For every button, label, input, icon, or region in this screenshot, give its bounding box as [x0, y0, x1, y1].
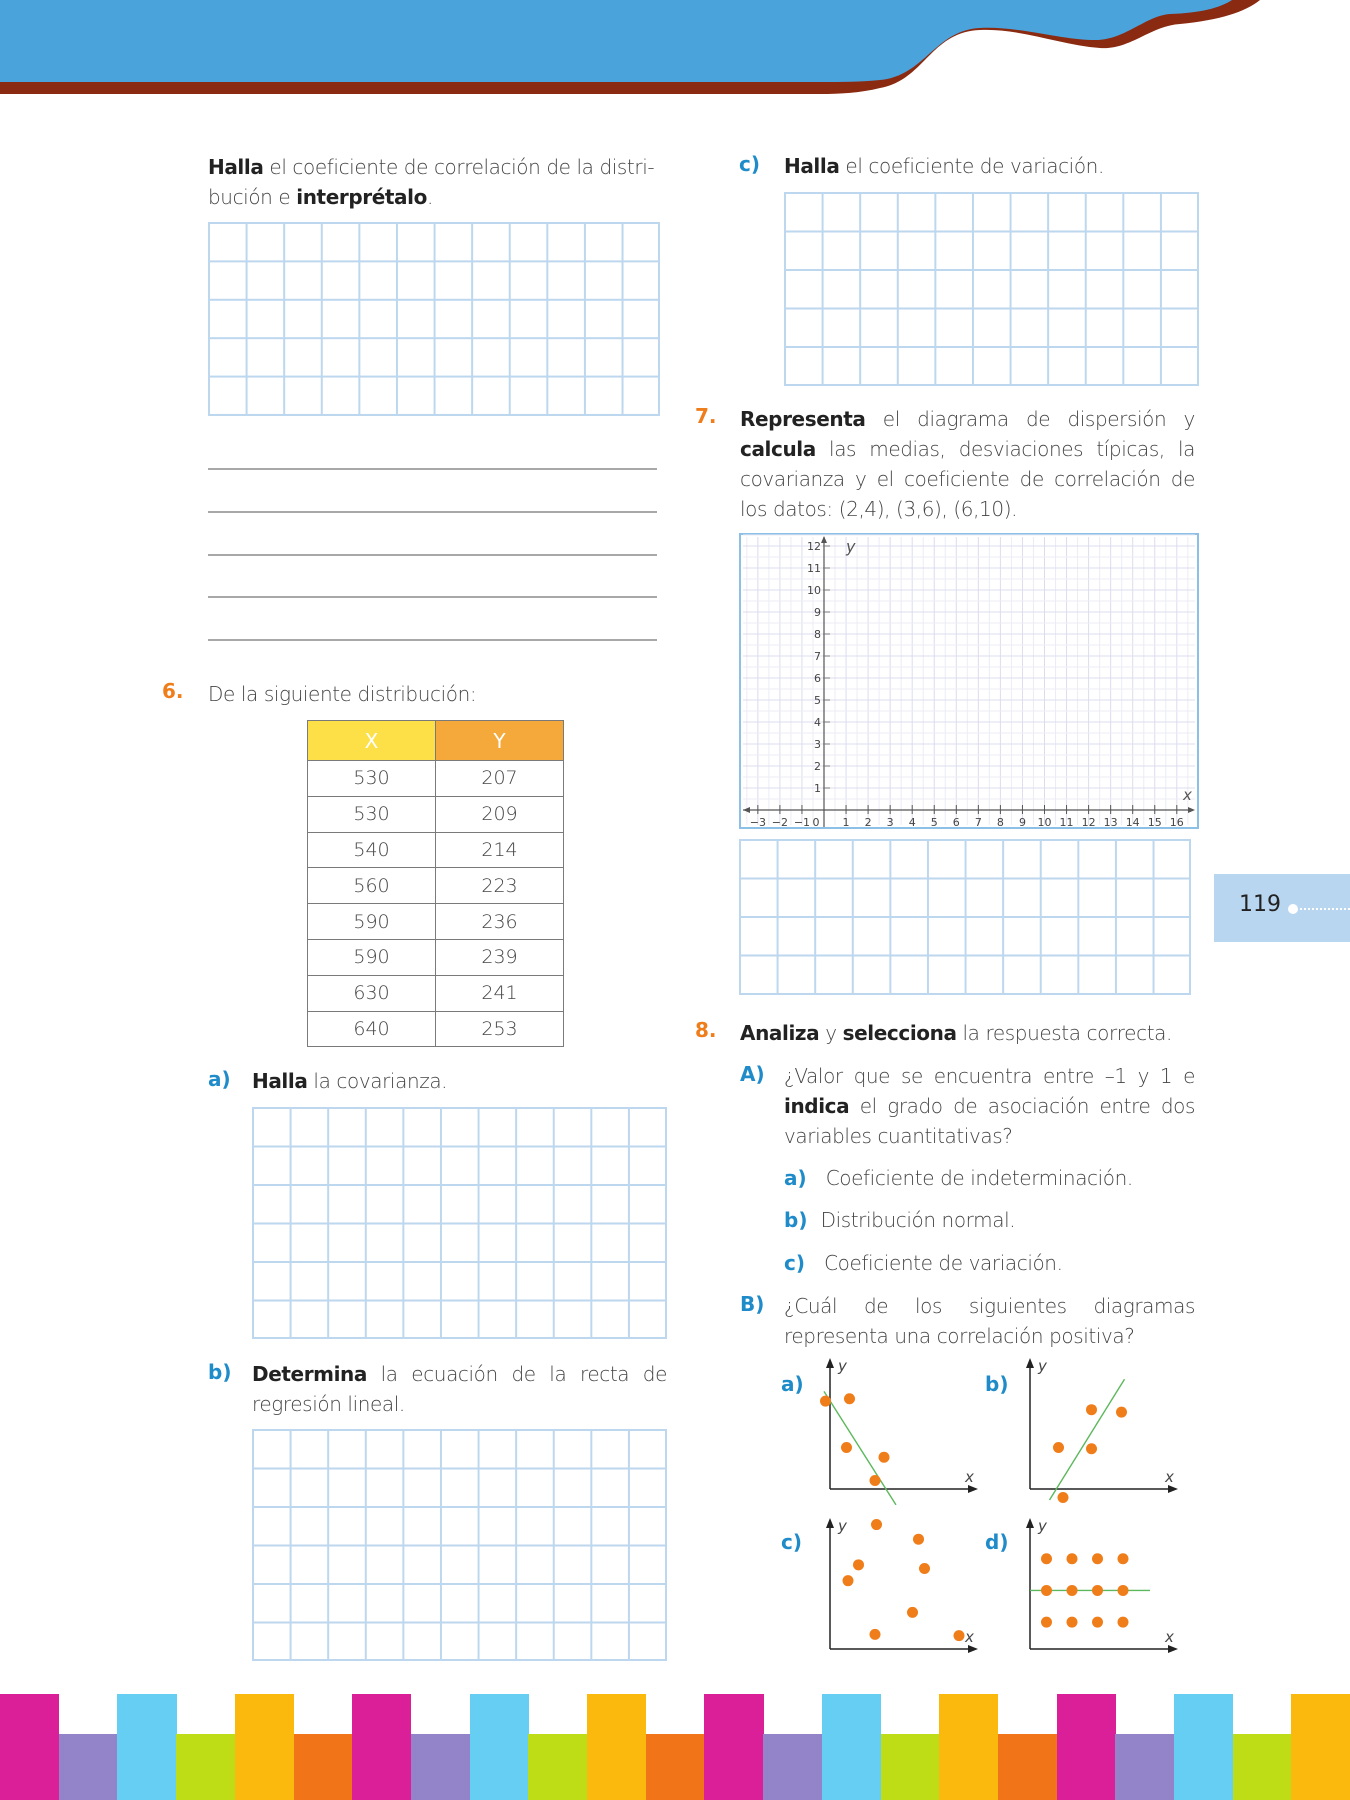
exercise-7-text-2: las medias, desviaciones típicas, la covarianza y el coeficiente de correlación de los datos: (2,4), (3,6), (6,10).: [740, 437, 1195, 521]
data-point: [871, 1519, 882, 1530]
option-A-a[interactable]: [784, 1163, 1133, 1193]
x-tick-label: 4: [908, 816, 916, 829]
x-tick-label: 10: [1037, 816, 1052, 829]
diagram-a[interactable]: [800, 1355, 990, 1505]
x-tick-label: 9: [1018, 816, 1026, 829]
x-tick-label: 1: [842, 816, 850, 829]
footer-stripe: [822, 1694, 881, 1800]
x-axis-arrow-icon: [968, 1485, 978, 1493]
question-B-text: ¿Cuál de los siguientes diagramas representa una correlación positiva?: [784, 1294, 1195, 1348]
y-tick-label: 10: [807, 584, 821, 597]
x-tick-label: 11: [1059, 816, 1074, 829]
page-number-tab: [1214, 874, 1350, 942]
x-tick-label: 14: [1125, 816, 1140, 829]
data-point: [1118, 1617, 1129, 1628]
data-point: [1067, 1617, 1078, 1628]
footer-stripe: [0, 1694, 59, 1800]
table-header-row: [308, 721, 564, 761]
trend-line: [1050, 1379, 1125, 1500]
cell-x: 530: [308, 761, 436, 797]
scatter-plot-canvas[interactable]: [739, 533, 1199, 829]
page-number: 119: [1239, 892, 1281, 917]
part-a-label: a): [208, 1067, 231, 1091]
footer-stripe: [587, 1694, 646, 1800]
exercise-8-verb-1: Analiza: [740, 1021, 820, 1045]
y-axis-label: y: [1038, 1517, 1047, 1535]
answer-grid-regression[interactable]: [252, 1429, 667, 1661]
table-row: [308, 868, 564, 904]
y-tick-label: 9: [814, 606, 821, 619]
cell-x: 560: [308, 868, 436, 904]
table-row: [308, 904, 564, 940]
x-axis-label: x: [1183, 786, 1192, 804]
cell-y: 239: [436, 939, 564, 975]
cell-y: 209: [436, 796, 564, 832]
column-header-x: X: [308, 721, 436, 761]
data-point: [1092, 1585, 1103, 1596]
exercise-7-text-1: el diagrama de dispersión y: [865, 407, 1195, 431]
footer-stripe: [1233, 1734, 1292, 1800]
exercise-6-prompt: De la siguiente distribución:: [208, 682, 477, 706]
page-marker-dotted-line: [1300, 908, 1350, 910]
data-point: [913, 1534, 924, 1545]
table-row: [308, 796, 564, 832]
option-text: Coeficiente de variación.: [824, 1251, 1063, 1275]
cell-y: 253: [436, 1011, 564, 1047]
cell-y: 223: [436, 868, 564, 904]
data-point: [919, 1563, 930, 1574]
cell-y: 214: [436, 832, 564, 868]
data-point: [820, 1396, 831, 1407]
part-a-verb: Halla: [252, 1069, 308, 1093]
exercise-8-text-2: la respuesta correcta.: [956, 1021, 1172, 1045]
exercise-8-prompt: [740, 1018, 1172, 1048]
answer-line[interactable]: [208, 596, 657, 598]
header-wave-fill: [0, 0, 1232, 82]
diagram-b-label[interactable]: b): [985, 1372, 1009, 1396]
x-tick-label: 5: [930, 816, 938, 829]
part-b-prompt: [252, 1359, 667, 1419]
footer-stripe: [470, 1694, 529, 1800]
intro-bold-verb-2: interprétalo: [296, 185, 427, 209]
exercise-6-number: 6.: [162, 679, 184, 703]
intro-bold-verb: Halla: [208, 155, 264, 179]
part-c-label: c): [739, 152, 760, 176]
answer-grid-covariance[interactable]: [252, 1107, 667, 1339]
data-point: [870, 1629, 881, 1640]
data-point: [1092, 1553, 1103, 1564]
cell-y: 207: [436, 761, 564, 797]
y-tick-label: 8: [814, 628, 821, 641]
y-tick-label: 6: [814, 672, 821, 685]
y-tick-label: 7: [814, 650, 821, 663]
part-b-label: b): [208, 1360, 232, 1384]
cell-y: 236: [436, 904, 564, 940]
x-tick-label: 8: [996, 816, 1004, 829]
footer-stripe: [998, 1734, 1057, 1800]
table-row: [308, 832, 564, 868]
y-tick-label: 4: [814, 716, 821, 729]
data-point: [1067, 1553, 1078, 1564]
question-A-text-2: el grado de asociación entre dos variables cuantitativas?: [784, 1094, 1195, 1148]
data-point: [870, 1475, 881, 1486]
part-c-verb: Halla: [784, 154, 840, 178]
header-banner: [0, 0, 1350, 100]
footer-stripe: [411, 1734, 470, 1800]
intro-text: el coeficiente de correlación de la distri-: [263, 155, 655, 179]
answer-line[interactable]: [208, 554, 657, 556]
plot-frame: [740, 534, 1198, 828]
x-tick-label: 7: [974, 816, 982, 829]
question-A-text-1: ¿Valor que se encuentra entre –1 y 1 e: [784, 1064, 1195, 1088]
intro-prompt: [208, 152, 666, 212]
y-axis-arrow-icon: [826, 1518, 834, 1528]
y-axis-label: y: [846, 537, 856, 556]
exercise-8-verb-2: selecciona: [842, 1021, 957, 1045]
x-axis-label: x: [965, 1628, 974, 1646]
cell-y: 241: [436, 975, 564, 1011]
x-tick-label: 16: [1169, 816, 1184, 829]
trend-line: [824, 1391, 896, 1504]
question-A-label: A): [740, 1062, 765, 1086]
x-tick-label: −1: [793, 816, 811, 829]
option-label: c): [784, 1251, 805, 1275]
data-point: [879, 1452, 890, 1463]
footer-stripe: [763, 1734, 822, 1800]
x-tick-label: 0: [812, 816, 820, 829]
data-point: [1092, 1617, 1103, 1628]
x-axis-arrow-icon: [1168, 1645, 1178, 1653]
table-row: [308, 1011, 564, 1047]
part-a-prompt: [252, 1066, 447, 1096]
data-point: [1086, 1443, 1097, 1454]
answer-grid-variation[interactable]: [784, 192, 1199, 386]
cell-x: 540: [308, 832, 436, 868]
data-point: [853, 1559, 864, 1570]
option-label: b): [784, 1208, 808, 1232]
option-text: Coeficiente de indeterminación.: [825, 1166, 1133, 1190]
x-tick-label: 6: [952, 816, 960, 829]
footer-stripes: [0, 1694, 1350, 1800]
footer-stripe: [235, 1694, 294, 1800]
x-tick-label: 3: [886, 816, 894, 829]
diagram-d-label[interactable]: d): [985, 1530, 1009, 1554]
answer-grid-statistics[interactable]: [739, 839, 1191, 995]
y-axis-arrow-icon: [1026, 1358, 1034, 1368]
answer-line[interactable]: [208, 511, 657, 513]
data-point: [1116, 1407, 1127, 1418]
y-tick-label: 3: [814, 738, 821, 751]
y-axis-label: y: [1038, 1357, 1047, 1375]
part-a-text: la covarianza.: [307, 1069, 448, 1093]
cell-x: 590: [308, 904, 436, 940]
footer-stripe: [939, 1694, 998, 1800]
exercise-7-prompt: [740, 404, 1195, 524]
footer-stripe: [1174, 1694, 1233, 1800]
footer-stripe: [1291, 1694, 1350, 1800]
distribution-table: [307, 720, 564, 1047]
answer-grid-correlation[interactable]: [208, 222, 660, 416]
part-b-verb: Determina: [252, 1362, 367, 1386]
data-point: [843, 1575, 854, 1586]
cell-x: 590: [308, 939, 436, 975]
data-point: [907, 1607, 918, 1618]
question-A-verb: indica: [784, 1094, 850, 1118]
footer-stripe: [528, 1734, 587, 1800]
x-tick-label: 12: [1081, 816, 1096, 829]
data-point: [1041, 1617, 1052, 1628]
x-axis-label: x: [1165, 1468, 1174, 1486]
data-point: [1053, 1442, 1064, 1453]
footer-stripe: [59, 1734, 118, 1800]
option-label: a): [784, 1166, 807, 1190]
footer-stripe: [646, 1734, 705, 1800]
table-row: [308, 761, 564, 797]
y-tick-label: 1: [814, 782, 821, 795]
data-point: [1118, 1585, 1129, 1596]
y-tick-label: 5: [814, 694, 821, 707]
y-axis-arrow-icon: [1026, 1518, 1034, 1528]
x-tick-label: 13: [1103, 816, 1118, 829]
part-c-prompt: [784, 151, 1104, 181]
x-tick-label: 2: [864, 816, 872, 829]
x-tick-label: −3: [749, 816, 766, 829]
footer-stripe: [881, 1734, 940, 1800]
data-point: [844, 1393, 855, 1404]
option-text: Distribución normal.: [820, 1208, 1016, 1232]
cell-x: 640: [308, 1011, 436, 1047]
x-tick-label: 15: [1147, 816, 1162, 829]
option-A-b[interactable]: [784, 1205, 1015, 1235]
diagram-c[interactable]: [800, 1515, 990, 1665]
part-c-text: el coeficiente de variación.: [839, 154, 1104, 178]
diagram-a-label[interactable]: a): [781, 1372, 804, 1396]
footer-stripe: [704, 1694, 763, 1800]
table-row: [308, 975, 564, 1011]
table-row: [308, 939, 564, 975]
y-axis-label: y: [838, 1357, 847, 1375]
footer-stripe: [352, 1694, 411, 1800]
data-point: [1067, 1585, 1078, 1596]
x-axis-label: x: [965, 1468, 974, 1486]
footer-stripe: [117, 1694, 176, 1800]
exercise-7-verb-2: calcula: [740, 437, 816, 461]
footer-stripe: [294, 1734, 353, 1800]
y-tick-label: 12: [807, 540, 821, 553]
data-point: [1086, 1404, 1097, 1415]
page-marker-dot: [1288, 904, 1298, 914]
answer-line[interactable]: [208, 639, 657, 641]
part-b-text: la ecuación de la recta de regresión lineal.: [252, 1362, 667, 1416]
question-B-label: B): [740, 1292, 765, 1316]
column-header-y: Y: [436, 721, 564, 761]
exercise-8-number: 8.: [695, 1018, 717, 1042]
y-axis-label: y: [838, 1517, 847, 1535]
footer-stripe: [1115, 1734, 1174, 1800]
diagram-c-label[interactable]: c): [781, 1530, 802, 1554]
x-axis-arrow-icon: [1168, 1485, 1178, 1493]
diagram-b[interactable]: [1000, 1355, 1190, 1505]
data-point: [841, 1442, 852, 1453]
y-tick-label: 11: [807, 562, 821, 575]
x-axis-label: x: [1165, 1628, 1174, 1646]
diagram-d[interactable]: [1000, 1515, 1190, 1665]
exercise-7-verb-1: Representa: [740, 407, 866, 431]
cell-x: 630: [308, 975, 436, 1011]
footer-stripe: [1057, 1694, 1116, 1800]
option-A-c[interactable]: [784, 1248, 1063, 1278]
data-point: [1118, 1553, 1129, 1564]
exercise-8-text-1: y: [819, 1021, 843, 1045]
footer-stripe: [176, 1734, 235, 1800]
data-point: [954, 1630, 965, 1641]
x-axis-arrow-icon: [968, 1645, 978, 1653]
intro-text-2: bución e: [208, 185, 297, 209]
y-axis-arrow-icon: [826, 1358, 834, 1368]
x-tick-label: −2: [771, 816, 789, 829]
data-point: [1041, 1585, 1052, 1596]
data-point: [1058, 1492, 1069, 1503]
data-point: [1041, 1553, 1052, 1564]
answer-line[interactable]: [208, 468, 657, 470]
question-A-text: [784, 1061, 1195, 1151]
intro-period: .: [426, 185, 433, 209]
y-tick-label: 2: [814, 760, 821, 773]
exercise-7-number: 7.: [695, 404, 717, 428]
cell-x: 530: [308, 796, 436, 832]
